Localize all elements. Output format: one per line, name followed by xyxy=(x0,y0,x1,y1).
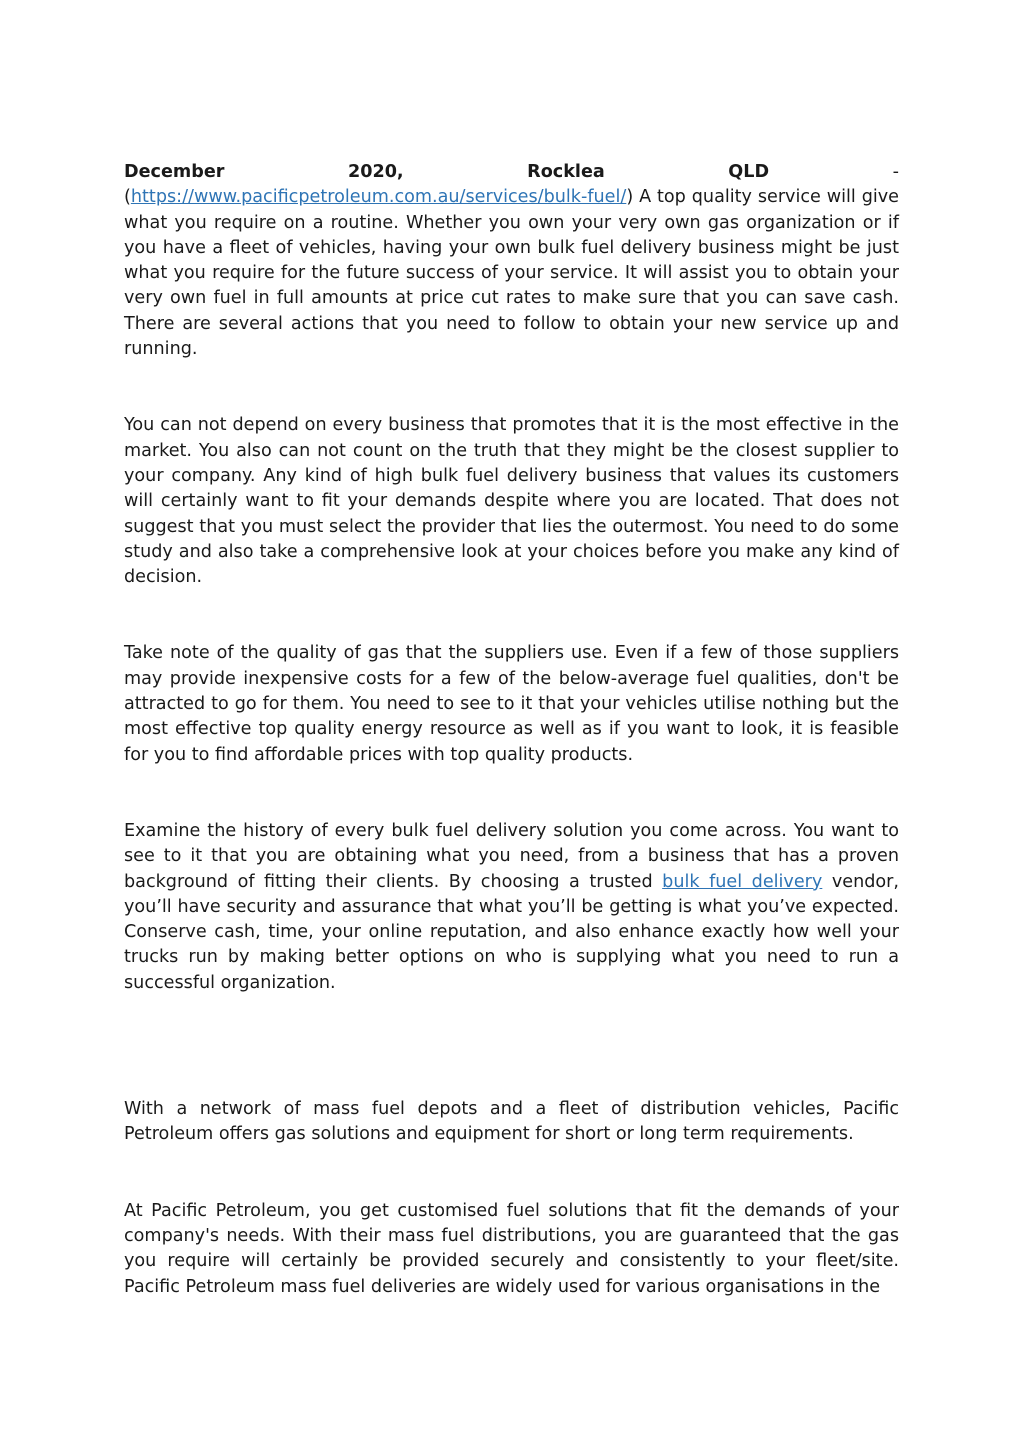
dateline-city: Rocklea xyxy=(527,162,605,182)
open-paren: ( xyxy=(124,187,131,208)
paragraph-choose-business: You can not depend on every business that promotes that it is the most effective in the market. You also can not count on the truth that they might be the closest supplier to your company. Any kind of high bulk fuel delivery business that values its customers will certainly want to fit your demands despite where you are located. That does not suggest that you must select the provider that lies the outermost. You need to do some study and also take a comprehensive look at your choices before you make any kind of decision. xyxy=(124,415,899,588)
dateline-state: QLD xyxy=(728,162,770,182)
dateline-year: 2020, xyxy=(347,162,404,182)
source-link[interactable]: https://www.pacificpetroleum.com.au/services/bulk-fuel/ xyxy=(130,187,627,208)
dateline-dash: - xyxy=(892,162,899,182)
dateline-month: December xyxy=(124,162,225,182)
paragraph-custom-solutions: At Pacific Petroleum, you get customised fuel solutions that fit the demands of your company's needs. With their mass fuel distributions, you are guaranteed that the gas you require will certainly be provided securely and consistently to your fleet/site. Pacific Petroleum mass fuel deliveries are widely used for various organisations in the xyxy=(124,1200,899,1297)
paragraph-intro xyxy=(124,185,899,362)
paragraph-gas-quality: Take note of the quality of gas that the suppliers use. Even if a few of those suppliers may provide inexpensive costs for a few of the below-average fuel qualities, don't be attracted to go for them. You need to see to it that your vehicles utilise nothing but the most effective top quality energy resource as well as if you want to look, it is feasible for you to find affordable prices with top quality products. xyxy=(124,643,899,765)
paragraph-history-before: Examine the history of every bulk fuel delivery solution you come across. You want to see to it that you are obtaining what you need, from a business that has a proven background of fitting their clients. By choosing a trusted xyxy=(124,820,899,892)
paragraph-network: With a network of mass fuel depots and a fleet of distribution vehicles, Pacific Petroleum offers gas solutions and equipment for short or long term requirements. xyxy=(124,1099,899,1145)
document-page xyxy=(124,160,899,1300)
paragraph-history xyxy=(124,819,899,996)
bulk-fuel-delivery-link[interactable]: bulk fuel delivery xyxy=(662,871,823,892)
paragraph-intro-text: ) A top quality service will give what you require on a routine. Whether you own your very own gas organization or if you have a fleet of vehicles, having your own bulk fuel delivery business might be just what you require for the future success of your service. It will assist you to obtain your very own fuel in full amounts at price cut rates to make sure that you can save cash. There are several actions that you need to follow to obtain your new service up and running. xyxy=(124,187,899,360)
paragraph-history-after: vendor, you’ll have security and assurance that what you’ll be getting is what you’ve expected. Conserve cash, time, your online reputation, and also enhance exactly how well your trucks run by making better options on who is supplying what you need to run a successful organization. xyxy=(124,871,899,993)
dateline xyxy=(124,160,899,185)
